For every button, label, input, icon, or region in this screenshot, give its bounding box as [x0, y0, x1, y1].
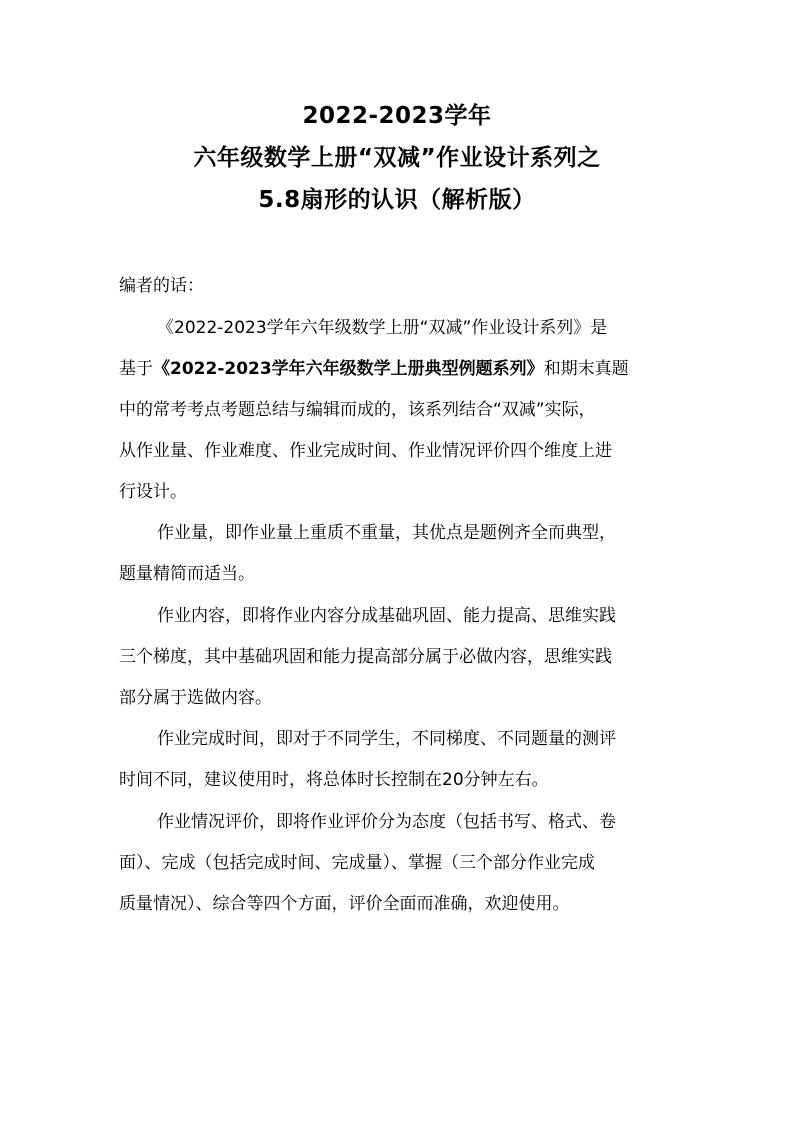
- intro-heading: 编者的话：: [119, 276, 204, 296]
- p1-line4: 从作业量、作业难度、作业完成时间、作业情况评价四个维度上进: [119, 441, 612, 461]
- title-year: 2022-2023学年: [302, 103, 492, 129]
- p1-line3: 中的常考考点考题总结与编辑而成的，该系列结合“双减”实际，: [119, 400, 596, 420]
- p4-line1: 作业完成时间，即对于不同学生，不同梯度、不同题量的测评: [157, 729, 616, 749]
- p1-line2-prefix: 基于: [119, 359, 153, 379]
- p1-line5: 行设计。: [119, 482, 187, 502]
- p1-line2-bold-title: 《2022-2023学年六年级数学上册典型例题系列》: [153, 359, 544, 379]
- p5-line3: 质量情况）、综合等四个方面，评价全面而准确，欢迎使用。: [119, 894, 570, 914]
- title-topic: 5.8扇形的认识（解析版）: [258, 187, 536, 213]
- p5-line2: 面）、完成（包括完成时间、完成量）、掌握（三个部分作业完成: [119, 853, 595, 873]
- p1-line2-suffix: 和期末真题: [543, 359, 629, 379]
- p1-line2: [119, 359, 679, 379]
- p3-line2: 三个梯度，其中基础巩固和能力提高部分属于必做内容，思维实践: [119, 647, 612, 667]
- p3-line1: 作业内容，即将作业内容分成基础巩固、能力提高、思维实践: [157, 606, 616, 626]
- title-series: 六年级数学上册“双减”作业设计系列之: [193, 145, 601, 171]
- p3-line3: 部分属于选做内容。: [119, 688, 272, 708]
- p4-line2: 时间不同，建议使用时，将总体时长控制在20分钟左右。: [119, 770, 549, 790]
- p2-line2: 题量精简而适当。: [119, 564, 255, 584]
- p1-line1: 《2022-2023学年六年级数学上册“双减”作业设计系列》是: [157, 318, 608, 338]
- p2-line1: 作业量，即作业量上重质不重量，其优点是题例齐全而典型，: [157, 523, 616, 543]
- p5-line1: 作业情况评价，即将作业评价分为态度（包括书写、格式、卷: [157, 812, 616, 832]
